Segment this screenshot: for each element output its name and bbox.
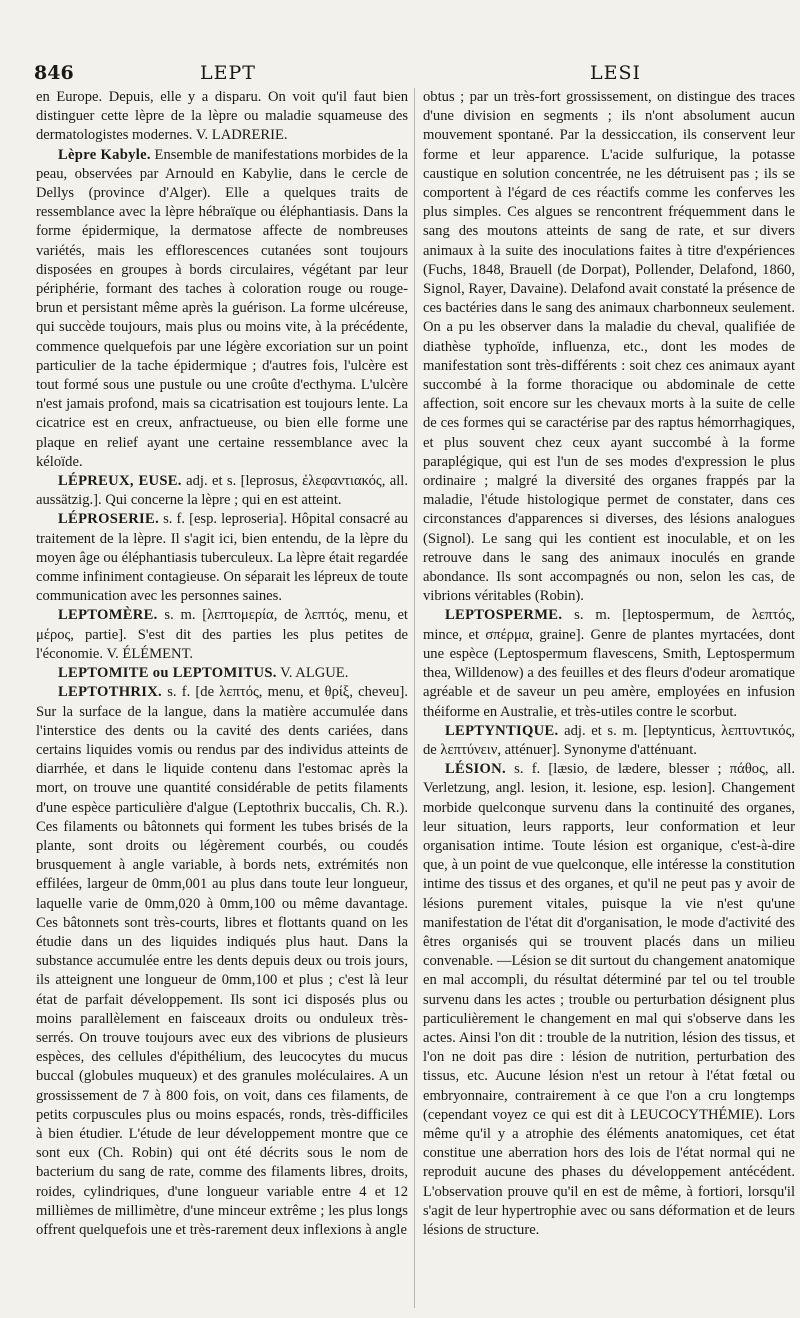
entry-text: en Europe. Depuis, elle y a disparu. On voit qu'il faut bien distinguer cette lèpre de la lèpre ou maladie squameuse des dermatologistes modernes. V. LADRERIE.	[36, 89, 408, 144]
entry-text: s. m. [λεπτομερία, de λεπτός, menu, et μέρος, partie]. S'est dit des parties les plus petites de l'économie. V. ÉLÉMENT.	[36, 607, 408, 662]
entry-headword: LÉPREUX, EUSE.	[58, 473, 182, 490]
right-column	[423, 88, 795, 1308]
entry-headword: LEPTOSPERME.	[445, 607, 563, 624]
page-header	[0, 54, 800, 84]
entry-text: s. f. [de λεπτός, menu, et θρίξ, cheveu]. Sur la surface de la langue, dans la matière accumulée dans l'interstice des dents ou la cavité des dents cariées, dans certains liquides vomis ou rendus par des individus atteints de diarrhée, et dans le liquide contenu dans l'estomac après la mort, on trouve une quantité considérable de petits filaments d'une espèce particulière d'algue (Leptothrix buccalis, Ch. R.). Ces filaments ou bâtonnets qui forment les tubes brisés de la plante, sont droits ou légèrement courbés, ou coudés brusquement à angle variable, à bords nets, extrémités non effilées, largeur de 0mm,001 au plus dans toute leur longueur, laquelle varie de 0mm,020 à 0mm,100 ou même davantage. Ces bâtonnets sont très-courts, libres et flottants quand on les étudie dans un des liquides indiqués plus haut. Dans la substance accumulée entre les dents depuis deux ou trois jours, ils atteignent une longueur de 0mm,100 et plus ; c'est là leur état de parfait développement. Ils sont ici disposés plus ou moins parallèlement en faisceaux droits ou onduleux très-serrés. On trouve toujours avec eux des vibrions de plusieurs espèces, des cellules d'épithélium, des leucocytes du mucus buccal (globules muqueux) et des granules moléculaires. A un grossissement de 7 à 800 fois, on voit, dans ces filaments, de petits corpuscules plus ou moins espacés, ronds, très-difficiles à bien étudier. L'étude de leur développement montre que ce sont eux (Ch. Robin) qui ont été décrits sous le nom de bacterium du sang de rate, comme des filaments libres, droits, roides, cylindriques, d'une longueur variable entre 4 et 12 millièmes de millimètre, d'une minceur extrême ; les plus longs offrent quelquefois une et très-rarement deux inflexions à angle	[36, 684, 408, 1238]
entry-headword: LEPTOMÈRE.	[58, 607, 158, 624]
entry-text: Ensemble de manifestations morbides de la peau, observées par Arnould en Kabylie, dans le cercle de Dellys (province d'Alger). Elle a quelques traits de ressemblance avec la lèpre hébraïque ou éléphantiasis. Dans la forme épidermique, la dermatose affecte de nombreuses variétés, mais les efflorescences cutanées sont toujours disposées en groupes à bords circulaires, végétant par leur périphérie, formant des taches à coloration rouge ou rouge-brun et persistant même après la guérison. La forme ulcéreuse, qui succède toujours, mais plus ou moins vite, à la précédente, commence quelquefois par une légère excoriation sur un point particulier de la tache épidermique ; d'autres fois, l'ulcère est tout formé sous une pustule ou une croûte d'ecthyma. L'ulcère n'est jamais profond, mais sa cicatrisation est toujours lente. La cicatrice est en creux, anfractueuse, ou bien elle forme une plaque en relief ayant une certaine ressemblance avec la kéloïde.	[36, 146, 408, 470]
running-head-right: LESI	[590, 62, 642, 84]
entry-headword: LEPTYNTIQUE.	[445, 722, 559, 739]
dictionary-entry	[423, 606, 795, 721]
dictionary-entry	[36, 146, 408, 472]
dictionary-entry	[423, 722, 795, 760]
dictionary-entry	[36, 683, 408, 1240]
entry-headword: Lèpre Kabyle.	[58, 146, 151, 163]
entry-headword: LEPTOMITE ou LEPTOMITUS.	[58, 665, 277, 682]
column-divider	[414, 88, 415, 1308]
dictionary-entry	[36, 472, 408, 510]
entry-text: obtus ; par un très-fort grossissement, on distingue des traces d'une division en segments ; ils n'ont absolument aucun mouvement spontané. Par la dessiccation, ils conservent leur forme et leur apparence. L'acide sulfurique, la potasse caustique en solution concentrée, ne les détruisent pas ; ils se comportent à l'égard de ces réactifs comme les conferves les plus simples. Ces algues se rencontrent fréquemment dans le sang des moutons atteints de sang de rate, et sur divers animaux à la suite des inoculations faites à titre d'expériences (Fuchs, 1848, Brauell (de Dorpat), Pollender, Delafond, 1860, Signol, Rayer, Davaine). Delafond avait constaté la présence de ces bactéries dans le sang des animaux charbonneux seulement. On a pu les observer dans la maladie du cheval, qualifiée de diathèse typhoïde, influenza, etc., dont les modes de manifestation sont très-différents : soit chez ces animaux ayant succombé à la forme thoracique ou abdominale de cette affection, soit encore sur les chevaux morts à la suite de celle de ces formes qui se caractérise par des raptus hémorrhagiques, et plus souvent chez ceux ayant succombé à la forme paraplégique, qui est l'un de ses modes d'expression le plus ordinaire ; malgré la diversité des organes frappés par la maladie, l'étude histologique permet de constater, dans ces circonstances d'apparences si diverses, des lésions analogues (Signol). Le sang qui les contient est inoculable, et on les retrouve dans le sang des animaux inoculés en grande abondance. Ils sont accompagnés ou non, selon les cas, de vibrions véritables (Robin).	[423, 89, 795, 605]
running-head-left: LEPT	[200, 62, 256, 84]
dictionary-entry	[36, 510, 408, 606]
dictionary-entry	[36, 88, 408, 146]
entry-text: s. f. [esp. leproseria]. Hôpital consacré au traitement de la lèpre. Il s'agit ici, bien entendu, de la lèpre du moyen âge ou éléphantiasis tuberculeux. La lèpre était regardée comme infiniment contagieuse. On séparait les lépreux de toute communication avec les personnes saines.	[36, 511, 408, 605]
page-number: 846	[34, 62, 74, 84]
entry-headword: LÉPROSERIE.	[58, 511, 160, 528]
entry-text: V. ALGUE.	[280, 665, 349, 682]
left-column	[36, 88, 408, 1308]
entry-headword: LEPTOTHRIX.	[58, 684, 162, 701]
entry-text: adj. et s. [leprosus, ἐλεφαντιακός, all. aussätzig.]. Qui concerne la lèpre ; qui en est atteint.	[36, 473, 408, 509]
dictionary-entry	[423, 88, 795, 606]
dictionary-entry	[36, 606, 408, 664]
entry-headword: LÉSION.	[445, 761, 506, 778]
dictionary-entry	[423, 760, 795, 1240]
entry-text: adj. et s. m. [leptynticus, λεπτυντικός, de λεπτύνειν, atténuer]. Synonyme d'atténuant.	[423, 722, 795, 758]
dictionary-entry	[36, 664, 408, 683]
entry-text: s. m. [leptospermum, de λεπτός, mince, et σπέρμα, graine]. Genre de plantes myrtacées, dont une espèce (Leptospermum flavescens, Smith, Leptospermum thea, Willdenow) a des feuilles et des fleurs d'odeur aromatique agréable et de saveur un peu amère, employées en infusion théiforme en Australie, et très-utiles contre le scorbut.	[423, 607, 795, 720]
entry-text: s. f. [læsio, de lædere, blesser ; πάθος, all. Verletzung, angl. lesion, it. lesione, esp. lesion]. Changement morbide quelconque survenu dans la continuité des organes, leur situation, leurs rapports, leur conformation et leur organisation intime. Toute lésion est organique, c'est-à-dire que, à un point de vue quelconque, elle intéresse la constitution intime des tissus et des organes, et qu'il ne peut pas y avoir de lésions purement vitales, puisque la vie n'est qu'une manifestation de l'état dit d'organisation, le mode d'activité des êtres organisés qui se trouvent placés dans un milieu convenable. —Lésion se dit surtout du changement anatomique en mal accompli, du résultat déterminé par tel ou tel trouble survenu dans les actes ; trouble ou perturbation désignent plus particulièrement le changement en mal qui s'observe dans les actes. Ainsi l'on dit : trouble de la nutrition, lésion des tissus, et l'on ne doit pas dire : lésion de nutrition, perturbation des tissus, etc. Aucune lésion n'est un retour à l'état fœtal ou embryonnaire, contrairement à ce que l'on a cru longtemps (cependant voyez ce qui est dit à LEUCOCYTHÉMIE). Lors même qu'il y a atrophie des éléments anatomiques, cet état constitue une aberration hors des lois de l'état normal qui ne reproduit aucune des phases du développement antécédent. L'observation prouve qu'il en est de même, à fortiori, lorsqu'il s'agit de leur hypertrophie avec ou sans déformation et de leurs lésions de structure.	[423, 761, 795, 1238]
